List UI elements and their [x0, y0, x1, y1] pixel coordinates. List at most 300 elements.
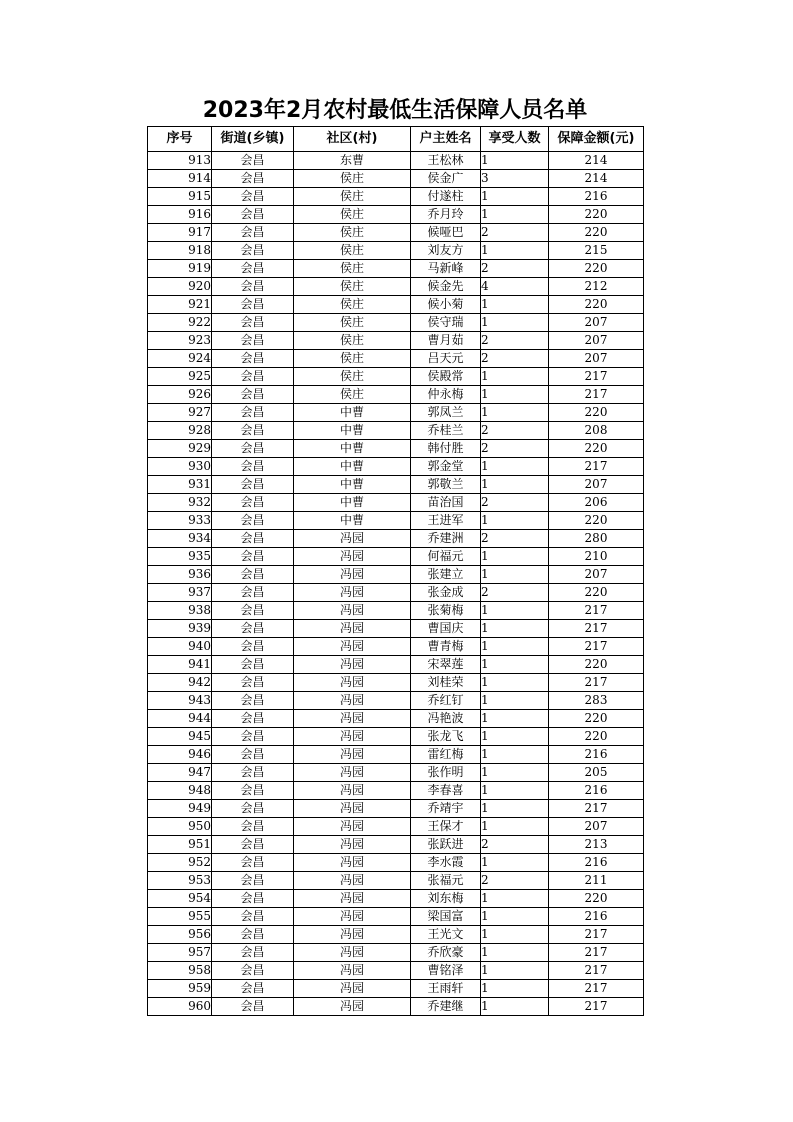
table-row — [148, 944, 644, 962]
cell-seq: 954 — [148, 890, 212, 908]
cell-people-count: 1 — [481, 566, 549, 584]
cell-seq: 942 — [148, 674, 212, 692]
cell-householder: 侯金广 — [411, 170, 481, 188]
cell-community: 侯庄 — [294, 224, 411, 242]
cell-people-count: 1 — [481, 188, 549, 206]
cell-amount: 207 — [549, 566, 644, 584]
cell-community: 中曹 — [294, 458, 411, 476]
cell-householder: 何福元 — [411, 548, 481, 566]
cell-people-count: 1 — [481, 746, 549, 764]
cell-householder: 李水霞 — [411, 854, 481, 872]
cell-amount: 213 — [549, 836, 644, 854]
cell-street: 会昌 — [212, 926, 294, 944]
cell-community: 侯庄 — [294, 278, 411, 296]
cell-street: 会昌 — [212, 152, 294, 170]
cell-community: 冯园 — [294, 656, 411, 674]
table-row — [148, 260, 644, 278]
cell-seq: 945 — [148, 728, 212, 746]
cell-street: 会昌 — [212, 584, 294, 602]
cell-householder: 乔靖宇 — [411, 800, 481, 818]
cell-people-count: 2 — [481, 224, 549, 242]
table-row — [148, 278, 644, 296]
cell-householder: 吕天元 — [411, 350, 481, 368]
cell-community: 中曹 — [294, 404, 411, 422]
cell-people-count: 1 — [481, 512, 549, 530]
cell-people-count: 1 — [481, 818, 549, 836]
cell-community: 冯园 — [294, 764, 411, 782]
cell-street: 会昌 — [212, 440, 294, 458]
cell-householder: 郭凤兰 — [411, 404, 481, 422]
cell-community: 冯园 — [294, 890, 411, 908]
cell-street: 会昌 — [212, 566, 294, 584]
cell-street: 会昌 — [212, 908, 294, 926]
cell-amount: 216 — [549, 854, 644, 872]
cell-amount: 205 — [549, 764, 644, 782]
cell-street: 会昌 — [212, 746, 294, 764]
cell-amount: 220 — [549, 512, 644, 530]
cell-amount: 216 — [549, 782, 644, 800]
cell-community: 侯庄 — [294, 386, 411, 404]
cell-community: 侯庄 — [294, 206, 411, 224]
cell-seq: 960 — [148, 998, 212, 1016]
table-row — [148, 548, 644, 566]
cell-householder: 候哑巴 — [411, 224, 481, 242]
cell-community: 冯园 — [294, 782, 411, 800]
cell-seq: 914 — [148, 170, 212, 188]
cell-householder: 王保才 — [411, 818, 481, 836]
cell-householder: 王雨轩 — [411, 980, 481, 998]
cell-people-count: 1 — [481, 368, 549, 386]
cell-street: 会昌 — [212, 404, 294, 422]
cell-seq: 941 — [148, 656, 212, 674]
cell-amount: 217 — [549, 926, 644, 944]
cell-amount: 283 — [549, 692, 644, 710]
cell-amount: 216 — [549, 188, 644, 206]
table-row — [148, 494, 644, 512]
cell-seq: 940 — [148, 638, 212, 656]
cell-community: 冯园 — [294, 620, 411, 638]
cell-householder: 雷红梅 — [411, 746, 481, 764]
cell-street: 会昌 — [212, 620, 294, 638]
cell-street: 会昌 — [212, 332, 294, 350]
table-row — [148, 908, 644, 926]
cell-community: 冯园 — [294, 692, 411, 710]
cell-householder: 曹青梅 — [411, 638, 481, 656]
table-row — [148, 890, 644, 908]
cell-seq: 950 — [148, 818, 212, 836]
cell-householder: 冯艳波 — [411, 710, 481, 728]
cell-people-count: 1 — [481, 206, 549, 224]
cell-people-count: 2 — [481, 440, 549, 458]
cell-street: 会昌 — [212, 476, 294, 494]
cell-seq: 937 — [148, 584, 212, 602]
cell-people-count: 1 — [481, 944, 549, 962]
cell-community: 冯园 — [294, 602, 411, 620]
cell-people-count: 2 — [481, 350, 549, 368]
table-row — [148, 998, 644, 1016]
cell-street: 会昌 — [212, 278, 294, 296]
cell-community: 冯园 — [294, 584, 411, 602]
cell-street: 会昌 — [212, 512, 294, 530]
header-householder: 户主姓名 — [411, 127, 481, 152]
cell-people-count: 4 — [481, 278, 549, 296]
cell-street: 会昌 — [212, 674, 294, 692]
cell-people-count: 2 — [481, 332, 549, 350]
cell-householder: 仲永梅 — [411, 386, 481, 404]
cell-amount: 220 — [549, 584, 644, 602]
cell-householder: 乔欣豪 — [411, 944, 481, 962]
cell-people-count: 2 — [481, 530, 549, 548]
cell-community: 侯庄 — [294, 242, 411, 260]
cell-street: 会昌 — [212, 422, 294, 440]
cell-community: 侯庄 — [294, 260, 411, 278]
table-row — [148, 836, 644, 854]
cell-seq: 952 — [148, 854, 212, 872]
cell-householder: 郭敬兰 — [411, 476, 481, 494]
cell-amount: 207 — [549, 332, 644, 350]
cell-amount: 220 — [549, 656, 644, 674]
table-row — [148, 188, 644, 206]
cell-amount: 220 — [549, 710, 644, 728]
table-row — [148, 224, 644, 242]
cell-householder: 乔月玲 — [411, 206, 481, 224]
cell-householder: 乔建洲 — [411, 530, 481, 548]
cell-community: 冯园 — [294, 944, 411, 962]
cell-householder: 候金先 — [411, 278, 481, 296]
table-row — [148, 764, 644, 782]
cell-amount: 214 — [549, 170, 644, 188]
cell-people-count: 1 — [481, 476, 549, 494]
table-body — [148, 152, 644, 1016]
cell-people-count: 2 — [481, 836, 549, 854]
cell-people-count: 1 — [481, 404, 549, 422]
cell-householder: 苗治国 — [411, 494, 481, 512]
header-people-count: 享受人数 — [481, 127, 549, 152]
cell-seq: 929 — [148, 440, 212, 458]
table-header — [148, 127, 644, 152]
cell-seq: 956 — [148, 926, 212, 944]
cell-community: 侯庄 — [294, 188, 411, 206]
cell-householder: 宋翠莲 — [411, 656, 481, 674]
cell-community: 侯庄 — [294, 368, 411, 386]
table-row — [148, 656, 644, 674]
cell-street: 会昌 — [212, 458, 294, 476]
cell-people-count: 1 — [481, 386, 549, 404]
header-community: 社区(村) — [294, 127, 411, 152]
cell-street: 会昌 — [212, 836, 294, 854]
cell-amount: 217 — [549, 620, 644, 638]
cell-community: 冯园 — [294, 818, 411, 836]
cell-street: 会昌 — [212, 710, 294, 728]
cell-people-count: 1 — [481, 908, 549, 926]
cell-seq: 915 — [148, 188, 212, 206]
cell-amount: 217 — [549, 980, 644, 998]
cell-amount: 220 — [549, 728, 644, 746]
cell-community: 侯庄 — [294, 170, 411, 188]
cell-street: 会昌 — [212, 800, 294, 818]
header-street: 街道(乡镇) — [212, 127, 294, 152]
table-row — [148, 422, 644, 440]
cell-seq: 959 — [148, 980, 212, 998]
table-row — [148, 728, 644, 746]
cell-householder: 张福元 — [411, 872, 481, 890]
cell-street: 会昌 — [212, 170, 294, 188]
cell-street: 会昌 — [212, 980, 294, 998]
table-row — [148, 962, 644, 980]
cell-people-count: 2 — [481, 872, 549, 890]
cell-people-count: 1 — [481, 674, 549, 692]
cell-householder: 郭金堂 — [411, 458, 481, 476]
cell-people-count: 1 — [481, 152, 549, 170]
table-row — [148, 530, 644, 548]
cell-community: 冯园 — [294, 530, 411, 548]
cell-householder: 候小菊 — [411, 296, 481, 314]
cell-householder: 张金成 — [411, 584, 481, 602]
cell-seq: 943 — [148, 692, 212, 710]
cell-householder: 乔桂兰 — [411, 422, 481, 440]
cell-people-count: 2 — [481, 260, 549, 278]
table-row — [148, 242, 644, 260]
cell-seq: 921 — [148, 296, 212, 314]
cell-street: 会昌 — [212, 764, 294, 782]
cell-community: 侯庄 — [294, 332, 411, 350]
table-row — [148, 818, 644, 836]
cell-amount: 217 — [549, 998, 644, 1016]
cell-seq: 946 — [148, 746, 212, 764]
table-row — [148, 746, 644, 764]
table-row — [148, 152, 644, 170]
cell-amount: 212 — [549, 278, 644, 296]
cell-people-count: 2 — [481, 422, 549, 440]
cell-householder: 侯殿常 — [411, 368, 481, 386]
cell-people-count: 1 — [481, 890, 549, 908]
cell-amount: 217 — [549, 368, 644, 386]
table-row — [148, 782, 644, 800]
cell-householder: 张菊梅 — [411, 602, 481, 620]
cell-community: 冯园 — [294, 638, 411, 656]
cell-street: 会昌 — [212, 890, 294, 908]
cell-people-count: 1 — [481, 458, 549, 476]
cell-householder: 曹月茹 — [411, 332, 481, 350]
cell-community: 冯园 — [294, 872, 411, 890]
page-title: 2023年2月农村最低生活保障人员名单 — [202, 98, 588, 123]
table-row — [148, 350, 644, 368]
cell-seq: 913 — [148, 152, 212, 170]
table-row — [148, 674, 644, 692]
cell-amount: 217 — [549, 674, 644, 692]
cell-street: 会昌 — [212, 998, 294, 1016]
cell-seq: 944 — [148, 710, 212, 728]
cell-amount: 220 — [549, 296, 644, 314]
cell-householder: 张建立 — [411, 566, 481, 584]
cell-seq: 920 — [148, 278, 212, 296]
cell-seq: 916 — [148, 206, 212, 224]
cell-street: 会昌 — [212, 386, 294, 404]
header-amount: 保障金额(元) — [549, 127, 644, 152]
cell-householder: 侯守瑞 — [411, 314, 481, 332]
cell-householder: 刘桂荣 — [411, 674, 481, 692]
cell-seq: 931 — [148, 476, 212, 494]
cell-householder: 王松林 — [411, 152, 481, 170]
cell-people-count: 1 — [481, 242, 549, 260]
cell-seq: 935 — [148, 548, 212, 566]
cell-householder: 王进军 — [411, 512, 481, 530]
cell-seq: 928 — [148, 422, 212, 440]
cell-street: 会昌 — [212, 656, 294, 674]
cell-seq: 932 — [148, 494, 212, 512]
cell-householder: 张龙飞 — [411, 728, 481, 746]
cell-amount: 207 — [549, 350, 644, 368]
table-row — [148, 800, 644, 818]
cell-street: 会昌 — [212, 530, 294, 548]
cell-amount: 216 — [549, 908, 644, 926]
table-row — [148, 476, 644, 494]
cell-householder: 王光文 — [411, 926, 481, 944]
cell-community: 冯园 — [294, 674, 411, 692]
cell-seq: 955 — [148, 908, 212, 926]
cell-people-count: 1 — [481, 656, 549, 674]
header-row — [148, 127, 644, 152]
cell-street: 会昌 — [212, 602, 294, 620]
cell-amount: 280 — [549, 530, 644, 548]
cell-community: 侯庄 — [294, 314, 411, 332]
cell-householder: 曹国庆 — [411, 620, 481, 638]
cell-street: 会昌 — [212, 692, 294, 710]
cell-seq: 926 — [148, 386, 212, 404]
cell-seq: 958 — [148, 962, 212, 980]
cell-people-count: 2 — [481, 494, 549, 512]
cell-householder: 张跃进 — [411, 836, 481, 854]
cell-street: 会昌 — [212, 260, 294, 278]
table-row — [148, 692, 644, 710]
cell-amount: 207 — [549, 314, 644, 332]
cell-community: 冯园 — [294, 908, 411, 926]
cell-seq: 917 — [148, 224, 212, 242]
cell-street: 会昌 — [212, 782, 294, 800]
cell-amount: 217 — [549, 458, 644, 476]
cell-people-count: 1 — [481, 314, 549, 332]
cell-amount: 217 — [549, 602, 644, 620]
cell-people-count: 1 — [481, 710, 549, 728]
cell-street: 会昌 — [212, 350, 294, 368]
cell-amount: 220 — [549, 206, 644, 224]
cell-community: 东曹 — [294, 152, 411, 170]
cell-community: 侯庄 — [294, 350, 411, 368]
table-row — [148, 314, 644, 332]
cell-street: 会昌 — [212, 368, 294, 386]
cell-seq: 951 — [148, 836, 212, 854]
cell-householder: 刘友方 — [411, 242, 481, 260]
cell-people-count: 1 — [481, 692, 549, 710]
table-row — [148, 440, 644, 458]
cell-amount: 210 — [549, 548, 644, 566]
cell-community: 冯园 — [294, 728, 411, 746]
cell-householder: 李春喜 — [411, 782, 481, 800]
cell-seq: 923 — [148, 332, 212, 350]
cell-amount: 214 — [549, 152, 644, 170]
cell-seq: 948 — [148, 782, 212, 800]
cell-amount: 220 — [549, 404, 644, 422]
cell-seq: 933 — [148, 512, 212, 530]
table-row — [148, 872, 644, 890]
cell-people-count: 1 — [481, 800, 549, 818]
cell-people-count: 1 — [481, 296, 549, 314]
cell-street: 会昌 — [212, 188, 294, 206]
cell-householder: 曹铭泽 — [411, 962, 481, 980]
cell-amount: 211 — [549, 872, 644, 890]
cell-people-count: 1 — [481, 764, 549, 782]
cell-seq: 919 — [148, 260, 212, 278]
cell-amount: 216 — [549, 746, 644, 764]
cell-seq: 939 — [148, 620, 212, 638]
cell-seq: 938 — [148, 602, 212, 620]
cell-seq: 918 — [148, 242, 212, 260]
cell-amount: 217 — [549, 962, 644, 980]
cell-community: 冯园 — [294, 548, 411, 566]
cell-street: 会昌 — [212, 872, 294, 890]
cell-seq: 953 — [148, 872, 212, 890]
cell-householder: 乔红钉 — [411, 692, 481, 710]
cell-amount: 208 — [549, 422, 644, 440]
cell-amount: 220 — [549, 224, 644, 242]
cell-seq: 949 — [148, 800, 212, 818]
cell-seq: 930 — [148, 458, 212, 476]
cell-street: 会昌 — [212, 962, 294, 980]
header-seq: 序号 — [148, 127, 212, 152]
cell-householder: 马新峰 — [411, 260, 481, 278]
cell-community: 中曹 — [294, 440, 411, 458]
table-row — [148, 926, 644, 944]
table-row — [148, 458, 644, 476]
cell-street: 会昌 — [212, 314, 294, 332]
table-row — [148, 170, 644, 188]
cell-community: 冯园 — [294, 710, 411, 728]
cell-community: 冯园 — [294, 746, 411, 764]
table-row — [148, 206, 644, 224]
cell-amount: 220 — [549, 260, 644, 278]
cell-street: 会昌 — [212, 728, 294, 746]
cell-amount: 220 — [549, 440, 644, 458]
cell-amount: 215 — [549, 242, 644, 260]
cell-street: 会昌 — [212, 818, 294, 836]
cell-amount: 217 — [549, 638, 644, 656]
cell-amount: 217 — [549, 800, 644, 818]
cell-street: 会昌 — [212, 548, 294, 566]
cell-amount: 206 — [549, 494, 644, 512]
cell-people-count: 1 — [481, 998, 549, 1016]
cell-amount: 207 — [549, 476, 644, 494]
table-row — [148, 980, 644, 998]
cell-people-count: 2 — [481, 584, 549, 602]
cell-street: 会昌 — [212, 638, 294, 656]
cell-community: 冯园 — [294, 854, 411, 872]
cell-street: 会昌 — [212, 494, 294, 512]
cell-amount: 220 — [549, 890, 644, 908]
cell-householder: 韩付胜 — [411, 440, 481, 458]
cell-people-count: 1 — [481, 728, 549, 746]
table-row — [148, 332, 644, 350]
cell-seq: 925 — [148, 368, 212, 386]
table-row — [148, 620, 644, 638]
cell-amount: 217 — [549, 386, 644, 404]
table-row — [148, 566, 644, 584]
cell-community: 冯园 — [294, 566, 411, 584]
cell-seq: 922 — [148, 314, 212, 332]
cell-community: 冯园 — [294, 980, 411, 998]
cell-community: 冯园 — [294, 836, 411, 854]
cell-community: 冯园 — [294, 926, 411, 944]
cell-street: 会昌 — [212, 242, 294, 260]
